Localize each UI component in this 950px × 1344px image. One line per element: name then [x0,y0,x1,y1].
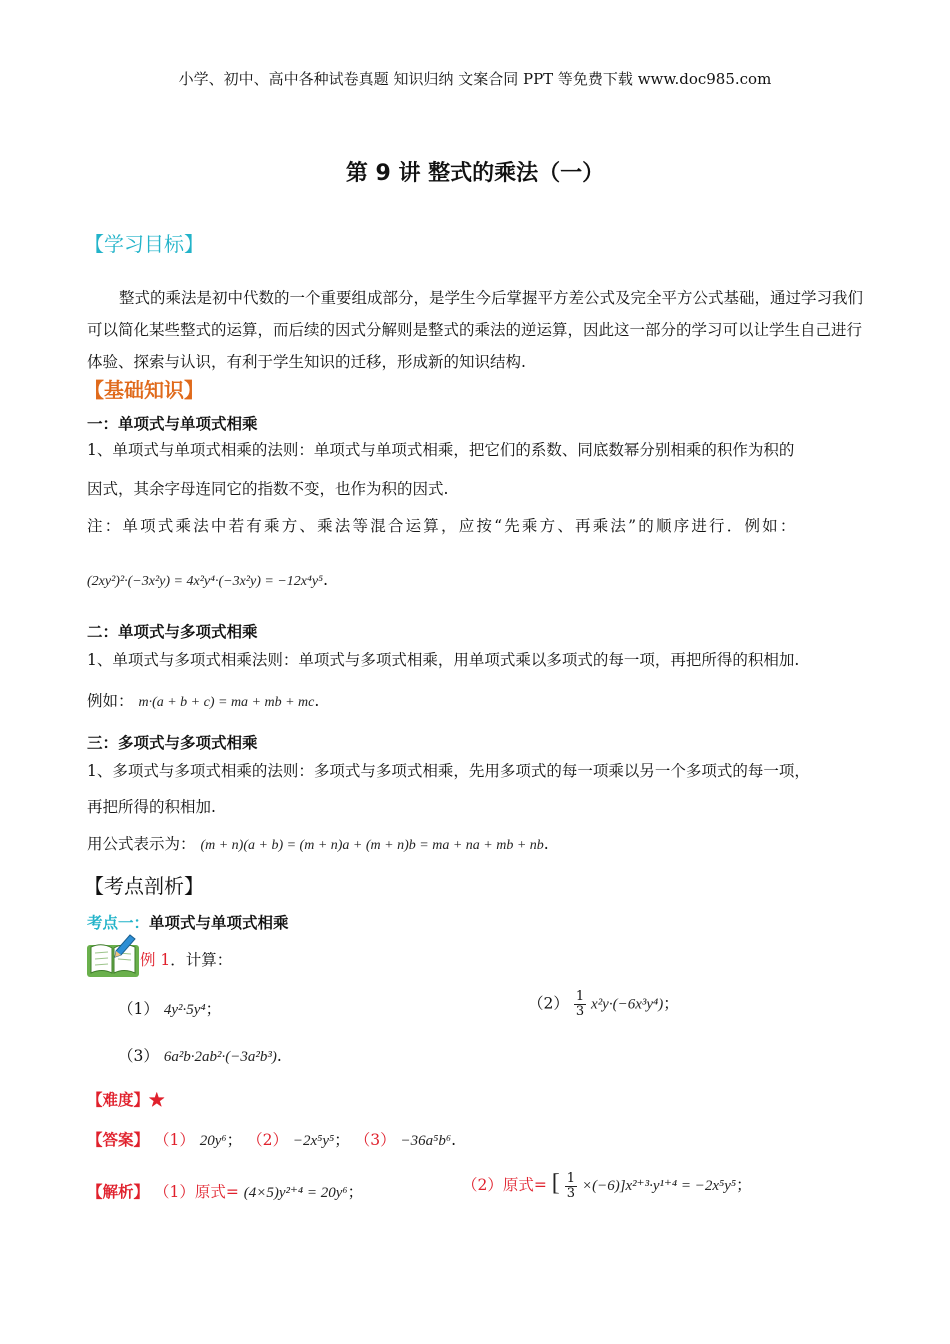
answer-line: 【答案】 （1） 20y⁶； （2） −2x⁵y⁵； （3） −36a⁵b⁶. [87,1130,457,1149]
difficulty [87,1088,165,1110]
answer-1: 20y⁶ [199,1133,227,1149]
difficulty-label: 【难度】 [87,1090,150,1109]
q1-expression: 4y²·5y⁴ [163,1002,206,1018]
example1-q3: （3） 6a²b·2ab²·(−3a²b³). [118,1047,282,1065]
part2-heading: 二：单项式与多项式相乘 [87,623,258,641]
solution-line-2: （2）原式= [ $\frac{1}{3}$ ×(−6)]x²⁺³·y¹⁺⁴ = −2x⁵y⁵； [462,1170,752,1201]
solution-p2-lead: （2）原式= [462,1176,547,1194]
solution-p2: ×(−6)]x²⁺³·y¹⁺⁴ = −2x⁵y⁵ [581,1178,737,1194]
answer-num-3: （3） [354,1131,396,1149]
section-basic-knowledge: 【基础知识】 [84,378,204,402]
part1-note: 注：单项式乘法中若有乘方、乘法等混合运算，应按“先乘方、再乘法”的顺序进行．例如： [87,517,798,535]
formula-text: (2xy²)²·(−3x²y) = 4x²y⁴·(−3x²y) = −12x⁴y⁵ [87,574,323,589]
kaodian-1 [87,911,289,933]
q2-number: （2） [528,994,569,1013]
solution-fraction: $\frac{1}{3}$ [566,1170,576,1201]
solution-p1: (4×5)y²⁺⁴ = 20y⁶ [243,1185,348,1201]
part2-example: 例如： m·(a + b + c) = ma + mb + mc. [87,692,320,710]
difficulty-stars: ★ [149,1090,165,1109]
section-learning-goals: 【学习目标】 [84,232,204,256]
formula-label: 用公式表示为： [87,835,196,853]
solution-line-1: 【解析】 （1）原式= (4×5)y²⁺⁴ = 20y⁶； [87,1182,364,1201]
bracket-open: [ [551,1170,560,1196]
answer-3: −36a⁵b⁶ [400,1133,452,1149]
example1-q2: （2） $\frac{1}{3}$ x²y·(−6x³y⁴)； [528,989,679,1019]
part2-rule: 1、单项式与多项式相乘法则：单项式与多项式相乘，用单项式乘以多项式的每一项，再把所得的积相加. [87,651,800,669]
q1-number: （1） [118,1000,159,1018]
solution-p1-lead: （1）原式= [153,1183,239,1201]
example1-prompt: ．计算： [170,951,233,969]
part1-example-formula: (2xy²)²·(−3x²y) = 4x²y⁴·(−3x²y) = −12x⁴y⁵. [87,570,329,589]
example1-label: 例 1 [140,951,171,969]
kaodian-label: 考点一： [87,914,150,932]
page-header: 小学、初中、高中各种试卷真题 知识归纳 文案合同 PPT 等免费下载 www.doc985.com [178,70,772,88]
example1-heading [140,948,232,970]
section-exam-analysis: 【考点剖析】 [84,874,204,898]
part3-heading: 三：多项式与多项式相乘 [87,734,258,752]
solution-label: 【解析】 [87,1182,150,1201]
part1-heading: 一：单项式与单项式相乘 [87,415,258,433]
goals-paragraph: 整式的乘法是初中代数的一个重要组成部分，是学生今后掌握平方差公式及完全平方公式基础，通过学习我们可以简化某些整式的运算，而后续的因式分解则是整式的乘法的逆运算，因此这一部分的学习可以让学生自己进行体验、探索与认识，有利于学生知识的迁移，形成新的知识结构. [87,289,864,371]
part1-rule-line1: 1、单项式与单项式相乘的法则：单项式与单项式相乘，把它们的系数、同底数幂分别相乘的积作为积的 [87,441,795,459]
answer-label: 【答案】 [87,1130,150,1149]
part3-formula: 用公式表示为： (m + n)(a + b) = (m + n)a + (m + n)b = ma + na + mb + nb. [87,835,549,853]
formula-text: (m + n)(a + b) = (m + n)a + (m + n)b = ma + na + mb + nb [200,838,544,853]
q3-expression: 6a²b·2ab²·(−3a²b³) [163,1049,277,1065]
part3-rule-line2: 再把所得的积相加. [87,798,216,816]
formula-text: m·(a + b + c) = ma + mb + mc [138,695,315,710]
page-title: 第 9 讲 整式的乘法（一） [345,161,605,186]
answer-num-2: （2） [247,1131,288,1149]
book-pencil-icon [86,933,140,979]
answer-2: −2x⁵y⁵ [292,1133,335,1149]
part3-rule-line1: 1、多项式与多项式相乘的法则：多项式与多项式相乘，先用多项式的每一项乘以另一个多项式的每一项， [87,762,810,780]
example-label: 例如： [87,692,134,710]
q3-number: （3） [118,1047,159,1065]
answer-num-1: （1） [153,1131,195,1149]
example1-q1: （1） 4y²·5y⁴； [118,1000,222,1018]
part1-rule-line2: 因式，其余字母连同它的指数不变，也作为积的因式. [87,480,449,498]
kaodian-title: 单项式与单项式相乘 [149,914,289,932]
q2-expression: x²y·(−6x³y⁴) [591,996,664,1013]
q2-fraction: $\frac{1}{3}$ [575,989,585,1019]
